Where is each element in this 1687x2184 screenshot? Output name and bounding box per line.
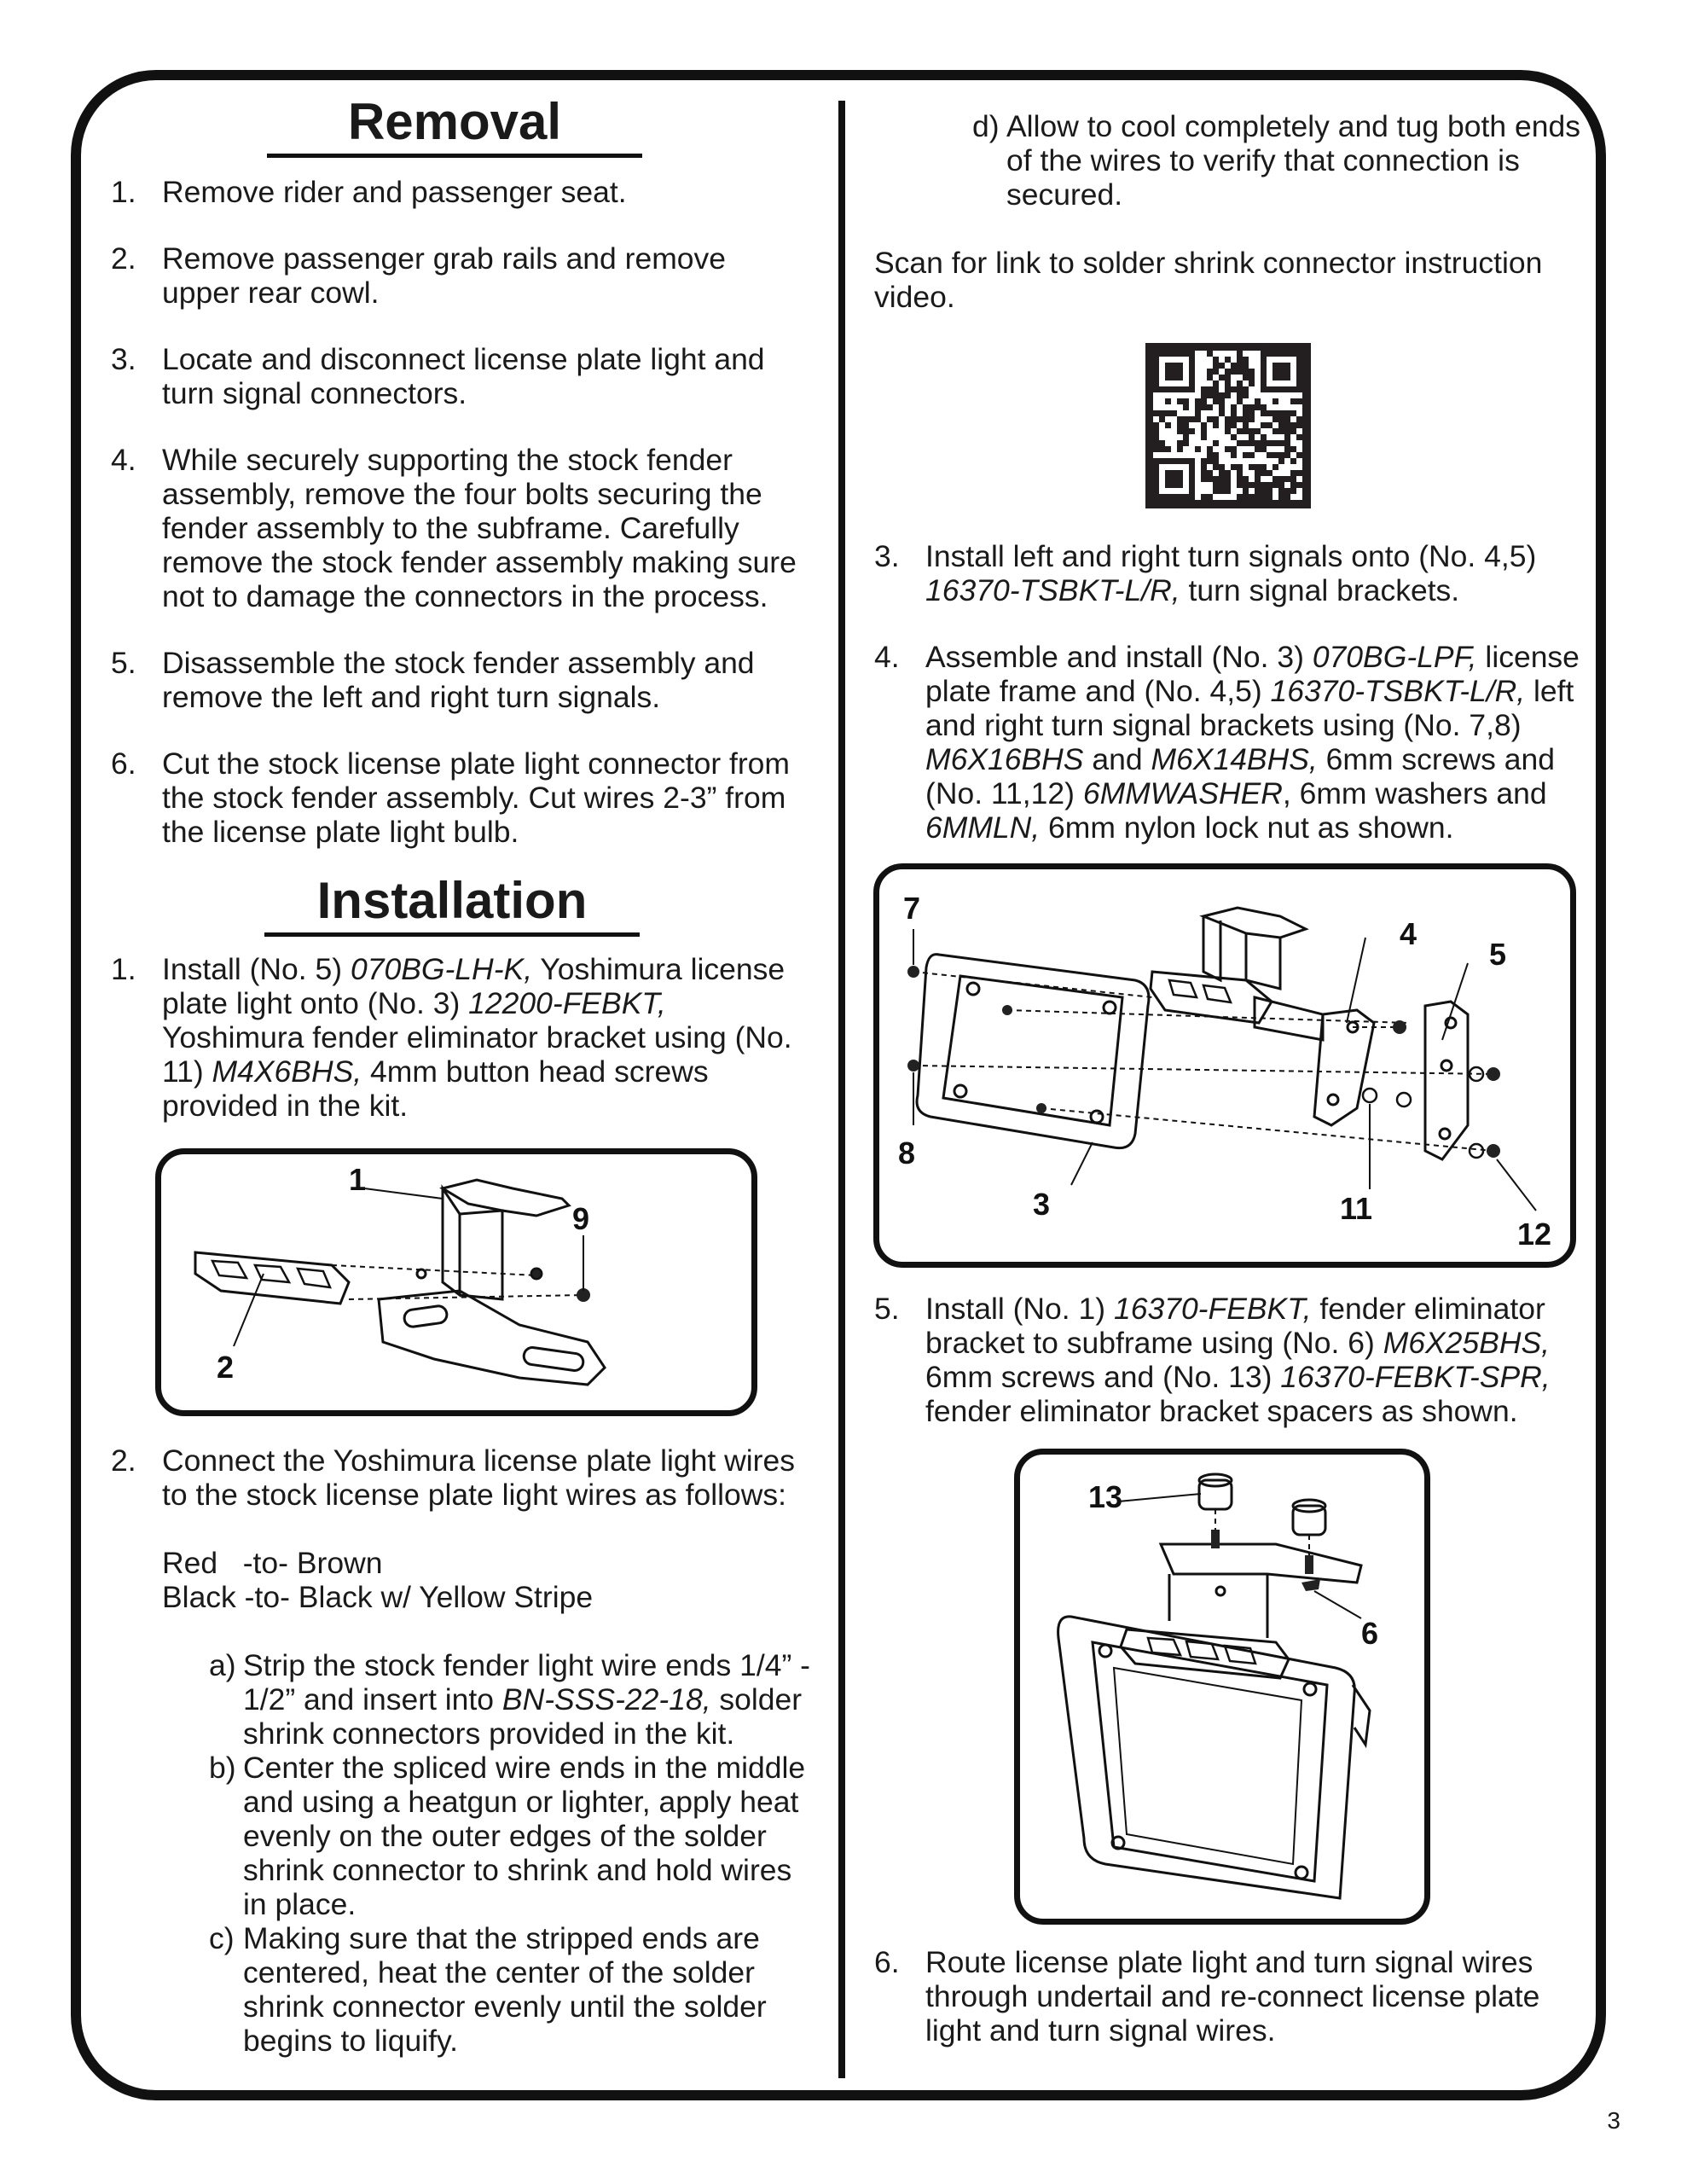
- text-run: 6mm screws and (No. 11,12): [925, 742, 1555, 810]
- sub-step-letter: b): [209, 1751, 236, 1785]
- part-number: M6X25BHS,: [1383, 1326, 1551, 1360]
- step-number: 5.: [874, 1292, 900, 1326]
- part-number: 6MMLN,: [925, 810, 1041, 845]
- text-run: Assemble and install (No. 3): [925, 640, 1313, 674]
- part-number: M6X16BHS: [925, 742, 1084, 776]
- step-number: 4.: [111, 443, 136, 477]
- installation-step-1: [111, 952, 810, 1123]
- left-column: [111, 92, 810, 2058]
- removal-step-3: [111, 342, 810, 410]
- figure-2-drawing: [879, 869, 1570, 1262]
- removal-step-1: [111, 175, 810, 209]
- sub-step-letter: d): [972, 109, 1000, 143]
- figure-1-callout-1: 1: [349, 1162, 367, 1197]
- step-text: [162, 952, 810, 1123]
- sub-step-text: Allow to cool completely and tug both ends of the wires to verify that connection is secured.: [1006, 109, 1580, 212]
- text-run: Yoshimura license plate light onto (No. 3): [162, 952, 786, 1020]
- step-number: 3.: [874, 539, 900, 573]
- figure-3-drawing: [1020, 1455, 1424, 1919]
- installation-step-4: [874, 640, 1582, 845]
- part-number: 6MMWASHER: [1082, 776, 1283, 810]
- wire-instructions-cont: [874, 109, 1582, 212]
- text-run: and: [1083, 742, 1151, 776]
- figure-plate-light-assembly: [155, 1148, 757, 1416]
- qr-code-image[interactable]: [1145, 343, 1311, 508]
- sub-step-a: [209, 1648, 810, 1751]
- column-divider: [838, 101, 845, 2078]
- step-text: While securely supporting the stock fender assembly, remove the four bolts securing the fender assembly to the subframe. Carefully remove the stock fender assembly making sure not to damage the connectors in the process.: [162, 443, 797, 613]
- text-run: fender eliminator bracket spacers as shown.: [925, 1394, 1518, 1428]
- qr-instruction: Scan for link to solder shrink connector instruction video.: [874, 246, 1543, 314]
- step-text: Connect the Yoshimura license plate light wires to the stock license plate light wires as follows:: [162, 1443, 795, 1512]
- figure-3-callout-6: 6: [1361, 1616, 1379, 1651]
- text-run: Install (No. 5): [162, 952, 351, 986]
- sub-step-letter: a): [209, 1648, 236, 1682]
- wire-color-map: [111, 1546, 810, 1614]
- text-run: left and right turn signal brackets using (No. 7,8): [925, 674, 1574, 742]
- text-run: fender eliminator bracket to subframe using (No. 6): [925, 1292, 1545, 1360]
- part-number: 070BG-LH-K,: [350, 952, 533, 986]
- sub-step-letter: c): [209, 1921, 235, 1955]
- figure-frame-and-turn-signal-brackets: [873, 863, 1576, 1268]
- removal-step-2: [111, 241, 810, 310]
- sub-step-b: [209, 1751, 810, 1921]
- step-number: 1.: [111, 175, 136, 209]
- step-number: 6.: [111, 746, 136, 781]
- text-run: 4mm button head screws provided in the kit.: [162, 1054, 709, 1123]
- page-number: 3: [1607, 2107, 1620, 2134]
- step-text: Remove rider and passenger seat.: [162, 175, 627, 209]
- part-number: 16370-TSBKT-L/R,: [925, 573, 1180, 607]
- step-text: Cut the stock license plate light connector from the stock fender assembly. Cut wires 2-3” from the license plate light bulb.: [162, 746, 791, 849]
- step-number: 2.: [111, 1443, 136, 1478]
- step-number: 6.: [874, 1945, 900, 1979]
- step-text: Remove passenger grab rails and remove upper rear cowl.: [162, 241, 727, 310]
- text-run: license plate frame and (No. 4,5): [925, 640, 1580, 708]
- removal-heading: Removal: [267, 92, 642, 158]
- part-number: BN-SSS-22-18,: [501, 1682, 711, 1716]
- figure-2-callout-5: 5: [1489, 937, 1507, 972]
- installation-step-6: [874, 1945, 1582, 2048]
- figure-1-callout-9: 9: [572, 1201, 590, 1236]
- text-run: Strip the stock fender light wire ends 1/4” - 1/2” and insert into: [243, 1648, 810, 1716]
- sub-step-text: Center the spliced wire ends in the middle and using a heatgun or lighter, apply heat evenly on the outer edges of the solder shrink connector to shrink and hold wires in place.: [243, 1751, 806, 1921]
- part-number: 12200-FEBKT,: [468, 986, 666, 1020]
- right-column: [874, 109, 1582, 2048]
- text-run: Install (No. 1): [925, 1292, 1114, 1326]
- step-number: 2.: [111, 241, 136, 276]
- text-run: , 6mm washers and: [1282, 776, 1547, 810]
- figure-3-callout-13: 13: [1088, 1479, 1123, 1514]
- figure-2-callout-8: 8: [898, 1136, 916, 1170]
- step-number: 3.: [111, 342, 136, 376]
- sub-step-text: Making sure that the stripped ends are centered, heat the center of the solder shrink connector evenly until the solder begins to liquify.: [243, 1921, 767, 2058]
- sub-step-text: [243, 1648, 810, 1751]
- step-text: [925, 539, 1582, 607]
- text-run: 6mm nylon lock nut as shown.: [1040, 810, 1454, 845]
- wire-pair: Black -to- Black w/ Yellow Stripe: [162, 1580, 594, 1614]
- text-run: turn signal brackets.: [1180, 573, 1460, 607]
- figure-bracket-to-subframe: [1014, 1449, 1430, 1925]
- figure-1-callout-2: 2: [217, 1350, 235, 1385]
- step-text: [925, 640, 1582, 845]
- removal-step-6: [111, 746, 810, 849]
- installation-step-3: [874, 539, 1582, 607]
- figure-2-callout-4: 4: [1400, 916, 1417, 951]
- installation-step-2: [111, 1443, 810, 1512]
- part-number: 070BG-LPF,: [1312, 640, 1477, 674]
- figure-2-callout-7: 7: [903, 891, 921, 926]
- wire-instructions: [111, 1648, 810, 2058]
- part-number: 16370-FEBKT-SPR,: [1280, 1360, 1551, 1394]
- figure-2-callout-11: 11: [1340, 1191, 1373, 1226]
- step-number: 5.: [111, 646, 136, 680]
- part-number: M4X6BHS,: [212, 1054, 362, 1089]
- step-text: Disassemble the stock fender assembly and remove the left and right turn signals.: [162, 646, 755, 714]
- part-number: M6X14BHS,: [1151, 742, 1318, 776]
- part-number: 16370-FEBKT,: [1113, 1292, 1312, 1326]
- removal-step-5: [111, 646, 810, 714]
- part-number: 16370-TSBKT-L/R,: [1270, 674, 1526, 708]
- text-run: Yoshimura fender eliminator bracket using (No. 11): [162, 1020, 792, 1089]
- step-number: 4.: [874, 640, 900, 674]
- text-run: 6mm screws and (No. 13): [925, 1360, 1281, 1394]
- figure-1-drawing: [161, 1154, 751, 1410]
- sub-step-d: [972, 109, 1582, 212]
- installation-step-5: [874, 1292, 1582, 1428]
- figure-2-callout-12: 12: [1517, 1217, 1552, 1252]
- figure-2-callout-3: 3: [1033, 1187, 1051, 1222]
- installation-heading: Installation: [264, 871, 640, 937]
- step-text: [925, 1292, 1582, 1428]
- text-run: Install left and right turn signals onto (No. 4,5): [925, 539, 1537, 573]
- sub-step-c: [209, 1921, 810, 2058]
- wire-pair: Red -to- Brown: [162, 1546, 383, 1580]
- text-run: solder shrink connectors provided in the kit.: [243, 1682, 803, 1751]
- removal-step-4: [111, 443, 810, 613]
- step-number: 1.: [111, 952, 136, 986]
- step-text: Route license plate light and turn signal wires through undertail and re-connect license plate light and turn signal wires.: [925, 1945, 1540, 2048]
- step-text: Locate and disconnect license plate light and turn signal connectors.: [162, 342, 765, 410]
